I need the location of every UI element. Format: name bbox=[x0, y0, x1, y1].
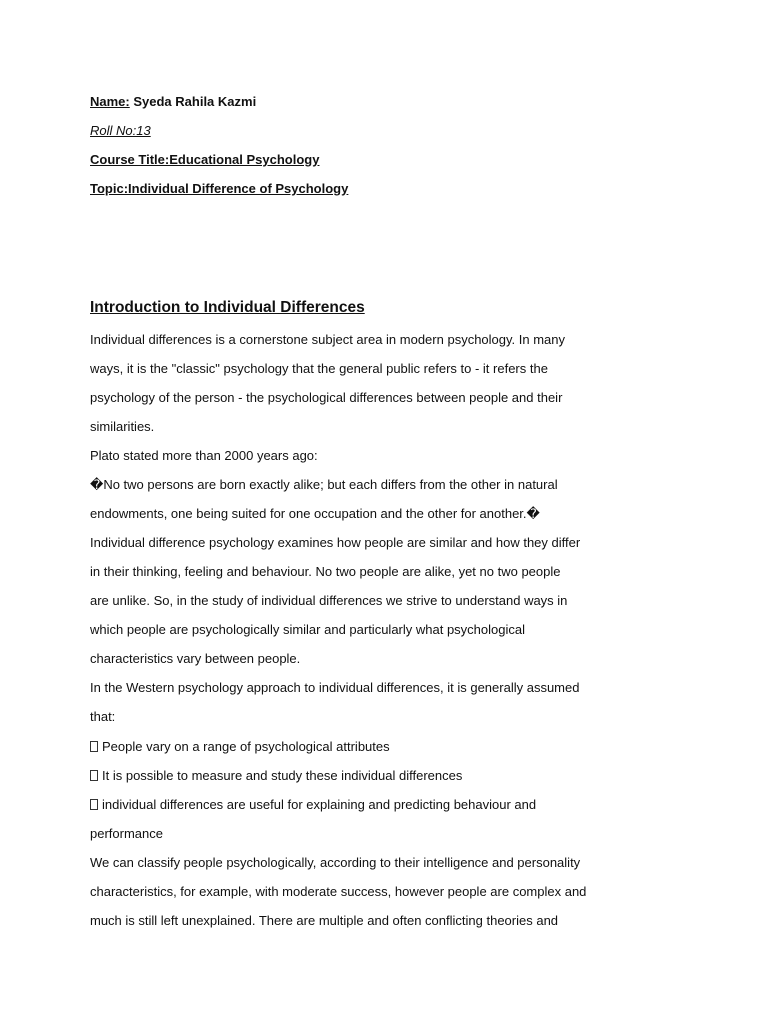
body-line: Individual difference psychology examines how people are similar and how they differ bbox=[90, 535, 581, 550]
bullet-glyph-icon bbox=[90, 741, 98, 752]
bullet-glyph-icon bbox=[90, 799, 98, 810]
body-line: In the Western psychology approach to individual differences, it is generally assumed bbox=[90, 680, 580, 695]
bullet-item bbox=[90, 767, 462, 785]
name-label: Name: bbox=[90, 94, 130, 109]
bullet-text: It is possible to measure and study these individual differences bbox=[102, 768, 463, 783]
name-value: Syeda Rahila Kazmi bbox=[129, 94, 257, 109]
bullet-item bbox=[90, 738, 390, 756]
bullet-text: People vary on a range of psychological attributes bbox=[102, 739, 390, 754]
bullet-text: individual differences are useful for explaining and predicting behaviour and bbox=[102, 797, 537, 812]
student-name-line bbox=[90, 93, 256, 111]
body-line: characteristics vary between people. bbox=[90, 651, 301, 666]
body-line: that: bbox=[90, 709, 116, 724]
body-line: similarities. bbox=[90, 419, 155, 434]
section-heading: Introduction to Individual Differences bbox=[90, 299, 365, 316]
bullet-glyph-icon bbox=[90, 770, 98, 781]
body-line: characteristics, for example, with moderate success, however people are complex and bbox=[90, 884, 587, 899]
body-line: performance bbox=[90, 826, 163, 841]
body-line: Plato stated more than 2000 years ago: bbox=[90, 448, 318, 463]
course-title: Course Title:Educational Psychology bbox=[90, 152, 320, 167]
body-line: Individual differences is a cornerstone subject area in modern psychology. In many bbox=[90, 332, 566, 347]
body-line: ways, it is the "classic" psychology that the general public refers to - it refers the bbox=[90, 361, 548, 376]
body-line: We can classify people psychologically, according to their intelligence and personality bbox=[90, 855, 581, 870]
body-line: which people are psychologically similar and particularly what psychological bbox=[90, 622, 525, 637]
body-line: are unlike. So, in the study of individual differences we strive to understand ways in bbox=[90, 593, 568, 608]
bullet-item bbox=[90, 796, 536, 814]
quote-line: endowments, one being suited for one occupation and the other for another.� bbox=[90, 506, 540, 521]
body-line: in their thinking, feeling and behaviour. No two people are alike, yet no two people bbox=[90, 564, 561, 579]
body-line: much is still left unexplained. There are multiple and often conflicting theories and bbox=[90, 913, 559, 928]
topic: Topic:Individual Difference of Psychology bbox=[90, 181, 349, 196]
body-line: psychology of the person - the psychological differences between people and their bbox=[90, 390, 563, 405]
roll-number: Roll No:13 bbox=[90, 123, 151, 138]
quote-line: �No two persons are born exactly alike; but each differs from the other in natural bbox=[90, 477, 558, 492]
